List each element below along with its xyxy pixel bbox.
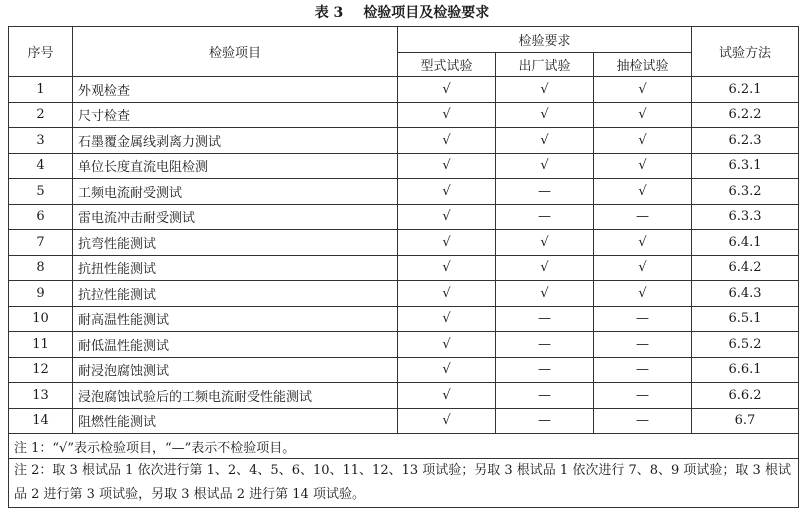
- row-method: 6.3.3: [692, 204, 799, 230]
- row-seq: 2: [9, 102, 73, 128]
- table-row: [9, 357, 799, 383]
- table-row: [9, 306, 799, 332]
- row-item: 雷电流冲击耐受测试: [73, 204, 398, 230]
- header-type-test: 型式试验: [398, 53, 496, 77]
- row-sample-test: —: [594, 357, 692, 383]
- row-type-test: √: [398, 306, 496, 332]
- inspection-table: [8, 26, 799, 508]
- row-type-test: √: [398, 153, 496, 179]
- row-method: 6.2.1: [692, 77, 799, 103]
- table-row: [9, 128, 799, 154]
- row-factory-test: —: [496, 179, 594, 205]
- row-item: 阻燃性能测试: [73, 408, 398, 434]
- row-factory-test: √: [496, 153, 594, 179]
- row-type-test: √: [398, 102, 496, 128]
- table-row: [9, 179, 799, 205]
- header-item: 检验项目: [73, 27, 398, 77]
- table-row: [9, 332, 799, 358]
- table-row: [9, 281, 799, 307]
- row-factory-test: √: [496, 102, 594, 128]
- table-row: [9, 153, 799, 179]
- row-factory-test: —: [496, 408, 594, 434]
- row-method: 6.6.2: [692, 383, 799, 409]
- row-seq: 11: [9, 332, 73, 358]
- row-item: 耐浸泡腐蚀测试: [73, 357, 398, 383]
- row-method: 6.5.1: [692, 306, 799, 332]
- row-item: 抗拉性能测试: [73, 281, 398, 307]
- row-sample-test: —: [594, 408, 692, 434]
- row-factory-test: —: [496, 306, 594, 332]
- row-sample-test: —: [594, 204, 692, 230]
- row-item: 工频电流耐受测试: [73, 179, 398, 205]
- row-sample-test: √: [594, 255, 692, 281]
- row-type-test: √: [398, 77, 496, 103]
- row-factory-test: √: [496, 128, 594, 154]
- note-2: 注 2：取 3 根试品 1 依次进行第 1、2、4、5、6、10、11、12、13 项试验；另取 3 根试品 1 依次进行 7、8、9 项试验；取 3 根试品 2 进行第 3 项试验，另取 3 根试品 2 进行第 14 项试验。: [9, 459, 799, 508]
- table-row: [9, 255, 799, 281]
- row-seq: 9: [9, 281, 73, 307]
- row-sample-test: √: [594, 128, 692, 154]
- row-seq: 8: [9, 255, 73, 281]
- row-item: 耐低温性能测试: [73, 332, 398, 358]
- row-item: 尺寸检查: [73, 102, 398, 128]
- header-requirement: 检验要求: [398, 27, 692, 53]
- table-row: [9, 77, 799, 103]
- row-type-test: √: [398, 255, 496, 281]
- row-method: 6.6.1: [692, 357, 799, 383]
- row-sample-test: —: [594, 306, 692, 332]
- row-factory-test: —: [496, 357, 594, 383]
- row-item: 石墨覆金属线剥离力测试: [73, 128, 398, 154]
- row-type-test: √: [398, 179, 496, 205]
- row-seq: 5: [9, 179, 73, 205]
- table-name: 检验项目及检验要求: [363, 5, 490, 21]
- row-item: 浸泡腐蚀试验后的工频电流耐受性能测试: [73, 383, 398, 409]
- row-factory-test: √: [496, 230, 594, 256]
- row-seq: 6: [9, 204, 73, 230]
- row-item: 抗扭性能测试: [73, 255, 398, 281]
- row-sample-test: √: [594, 179, 692, 205]
- row-seq: 12: [9, 357, 73, 383]
- row-sample-test: √: [594, 77, 692, 103]
- row-item: 外观检查: [73, 77, 398, 103]
- note-1: 注 1：“√”表示检验项目，“—”表示不检验项目。: [9, 434, 799, 459]
- row-method: 6.7: [692, 408, 799, 434]
- table-number: 表 3: [314, 5, 344, 21]
- row-seq: 10: [9, 306, 73, 332]
- row-method: 6.3.2: [692, 179, 799, 205]
- row-seq: 1: [9, 77, 73, 103]
- row-type-test: √: [398, 230, 496, 256]
- row-type-test: √: [398, 128, 496, 154]
- row-type-test: √: [398, 383, 496, 409]
- row-sample-test: √: [594, 281, 692, 307]
- row-method: 6.3.1: [692, 153, 799, 179]
- row-item: 抗弯性能测试: [73, 230, 398, 256]
- row-sample-test: √: [594, 230, 692, 256]
- row-sample-test: —: [594, 383, 692, 409]
- row-method: 6.4.1: [692, 230, 799, 256]
- header-factory-test: 出厂试验: [496, 53, 594, 77]
- row-method: 6.5.2: [692, 332, 799, 358]
- row-seq: 3: [9, 128, 73, 154]
- row-sample-test: √: [594, 153, 692, 179]
- row-factory-test: —: [496, 383, 594, 409]
- table-row: [9, 408, 799, 434]
- row-seq: 14: [9, 408, 73, 434]
- header-sample-test: 抽检试验: [594, 53, 692, 77]
- row-factory-test: —: [496, 332, 594, 358]
- row-factory-test: —: [496, 204, 594, 230]
- row-seq: 4: [9, 153, 73, 179]
- table-row: [9, 204, 799, 230]
- header-seq: 序号: [9, 27, 73, 77]
- row-factory-test: √: [496, 77, 594, 103]
- table-row: [9, 230, 799, 256]
- row-sample-test: —: [594, 332, 692, 358]
- table-row: [9, 383, 799, 409]
- row-method: 6.4.3: [692, 281, 799, 307]
- row-type-test: √: [398, 357, 496, 383]
- row-factory-test: √: [496, 281, 594, 307]
- row-method: 6.2.2: [692, 102, 799, 128]
- row-item: 单位长度直流电阻检测: [73, 153, 398, 179]
- row-type-test: √: [398, 204, 496, 230]
- row-type-test: √: [398, 281, 496, 307]
- table-title: [0, 0, 804, 26]
- row-seq: 13: [9, 383, 73, 409]
- row-seq: 7: [9, 230, 73, 256]
- row-method: 6.2.3: [692, 128, 799, 154]
- row-type-test: √: [398, 332, 496, 358]
- row-method: 6.4.2: [692, 255, 799, 281]
- table-row: [9, 102, 799, 128]
- row-type-test: √: [398, 408, 496, 434]
- header-method: 试验方法: [692, 27, 799, 77]
- row-sample-test: √: [594, 102, 692, 128]
- row-item: 耐高温性能测试: [73, 306, 398, 332]
- row-factory-test: √: [496, 255, 594, 281]
